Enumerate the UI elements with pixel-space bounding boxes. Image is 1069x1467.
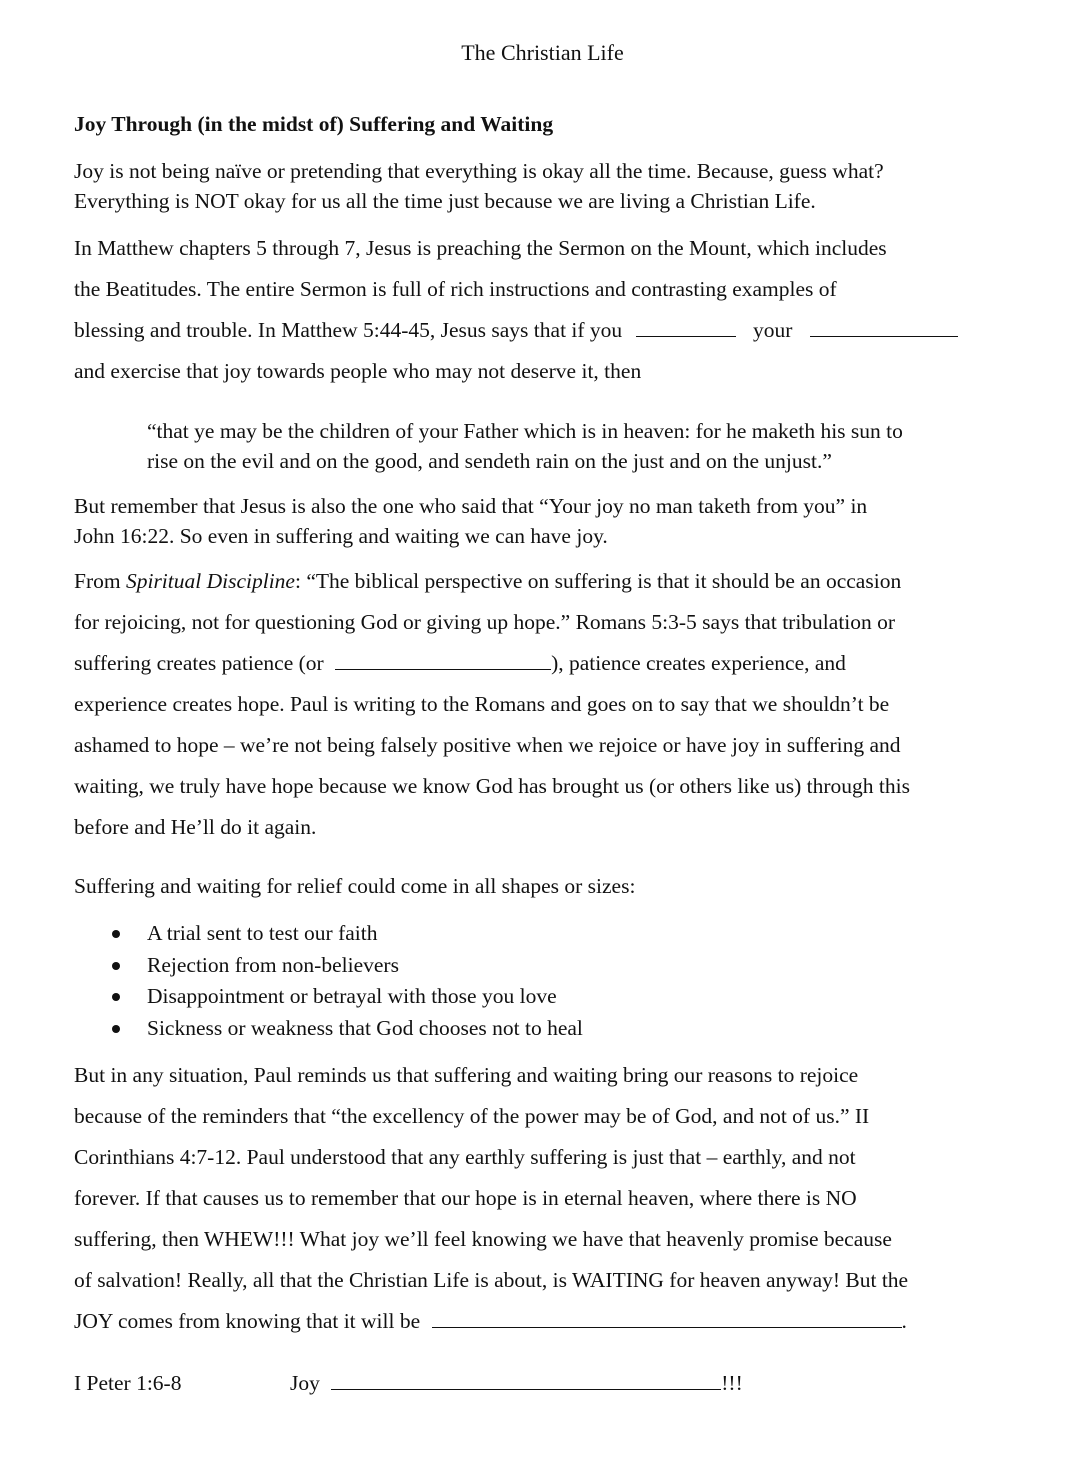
list-item-text: A trial sent to test our faith <box>147 921 378 945</box>
joy-label: Joy <box>290 1371 320 1395</box>
paragraph-text: From <box>74 569 126 593</box>
joy-ending: !!! <box>721 1371 743 1395</box>
list-item-text: Disappointment or betrayal with those you love <box>147 984 557 1008</box>
paragraph-line-with-blank <box>74 643 910 684</box>
footer-reference: I Peter 1:6-8 <box>74 1371 182 1395</box>
paragraph-line: for rejoicing, not for questioning God or giving up hope.” Romans 5:3-5 says that tribulation or <box>74 610 896 634</box>
list-item <box>74 981 583 1013</box>
paragraph-line: suffering, then WHEW!!! What joy we’ll feel knowing we have that heavenly promise because <box>74 1227 892 1251</box>
paragraph-4 <box>74 561 910 848</box>
page-title: The Christian Life <box>461 40 624 65</box>
paragraph-line: before and He’ll do it again. <box>74 815 317 839</box>
paragraph-line <box>74 561 910 602</box>
paragraph-line: forever. If that causes us to remember that our hope is in eternal heaven, where there is NO <box>74 1186 857 1210</box>
paragraph-line: waiting, we truly have hope because we know God has brought us (or others like us) through this <box>74 774 910 798</box>
paragraph-text: suffering creates patience (or <box>74 651 324 675</box>
paragraph-text: blessing and trouble. In Matthew 5:44-45, Jesus says that if you <box>74 318 623 342</box>
paragraph-6 <box>74 1055 908 1342</box>
paragraph-1 <box>74 156 884 216</box>
paragraph-line: experience creates hope. Paul is writing to the Romans and goes on to say that we shouldn’t be <box>74 692 890 716</box>
fill-in-blank-verb[interactable] <box>636 318 736 337</box>
paragraph-line: Joy is not being naïve or pretending that everything is okay all the time. Because, guess what? <box>74 159 884 183</box>
quote-line: “that ye may be the children of your Father which is in heaven: for he maketh his sun to <box>147 419 903 443</box>
fill-in-blank-object[interactable] <box>810 318 958 337</box>
quote-line: rise on the evil and on the good, and sendeth rain on the just and on the unjust.” <box>147 449 832 473</box>
list-item-text: Rejection from non-believers <box>147 952 399 977</box>
paragraph-5: Suffering and waiting for relief could come in all shapes or sizes: <box>74 874 636 898</box>
fill-in-blank-heaven[interactable] <box>432 1309 902 1328</box>
paragraph-line-with-blank <box>74 1301 908 1342</box>
fill-in-blank-joy[interactable] <box>331 1371 721 1390</box>
paragraph-text: your <box>752 318 793 342</box>
paragraph-line: Everything is NOT okay for us all the time just because we are living a Christian Life. <box>74 189 816 213</box>
paragraph-line: the Beatitudes. The entire Sermon is full of rich instructions and contrasting examples of <box>74 277 837 301</box>
paragraph-3 <box>74 491 867 551</box>
book-title: Spiritual Discipline <box>125 569 295 593</box>
paragraph-line: and exercise that joy towards people who may not deserve it, then <box>74 359 642 383</box>
paragraph-2 <box>74 228 958 392</box>
footer-joy-line <box>290 1368 743 1398</box>
list-item-text: Sickness or weakness that God chooses not to heal <box>147 1015 583 1040</box>
bullet-icon <box>112 962 120 970</box>
paragraph-text: ), patience creates experience, and <box>551 651 846 675</box>
list-item <box>74 918 583 950</box>
paragraph-line: of salvation! Really, all that the Christian Life is about, is WAITING for heaven anyway! But the <box>74 1268 909 1292</box>
fill-in-blank-patience[interactable] <box>335 651 551 670</box>
paragraph-line: In Matthew chapters 5 through 7, Jesus is preaching the Sermon on the Mount, which includes <box>74 236 887 260</box>
list-item <box>74 1013 583 1045</box>
bullet-list <box>74 918 583 1044</box>
paragraph-line: because of the reminders that “the excellency of the power may be of God, and not of us.” II <box>74 1104 870 1128</box>
paragraph-line: But in any situation, Paul reminds us that suffering and waiting bring our reasons to rejoice <box>74 1063 859 1087</box>
bullet-icon <box>112 1025 120 1033</box>
bullet-icon <box>112 993 120 1001</box>
section-heading: Joy Through (in the midst of) Suffering and Waiting <box>74 112 554 136</box>
paragraph-line: ashamed to hope – we’re not being falsely positive when we rejoice or have joy in suffering and <box>74 733 901 757</box>
paragraph-text: JOY comes from knowing that it will be <box>74 1309 421 1333</box>
paragraph-line-with-blanks <box>74 310 958 351</box>
scripture-quote <box>147 416 903 476</box>
paragraph-line: Corinthians 4:7-12. Paul understood that any earthly suffering is just that – earthly, and not <box>74 1145 856 1169</box>
paragraph-text: . <box>901 1309 907 1333</box>
list-item <box>74 950 583 982</box>
bullet-icon <box>112 930 120 938</box>
paragraph-text: : “The biblical perspective on suffering is that it should be an occasion <box>294 569 902 593</box>
paragraph-line: John 16:22. So even in suffering and waiting we can have joy. <box>74 524 608 548</box>
paragraph-line: But remember that Jesus is also the one who said that “Your joy no man taketh from you” in <box>74 494 868 518</box>
